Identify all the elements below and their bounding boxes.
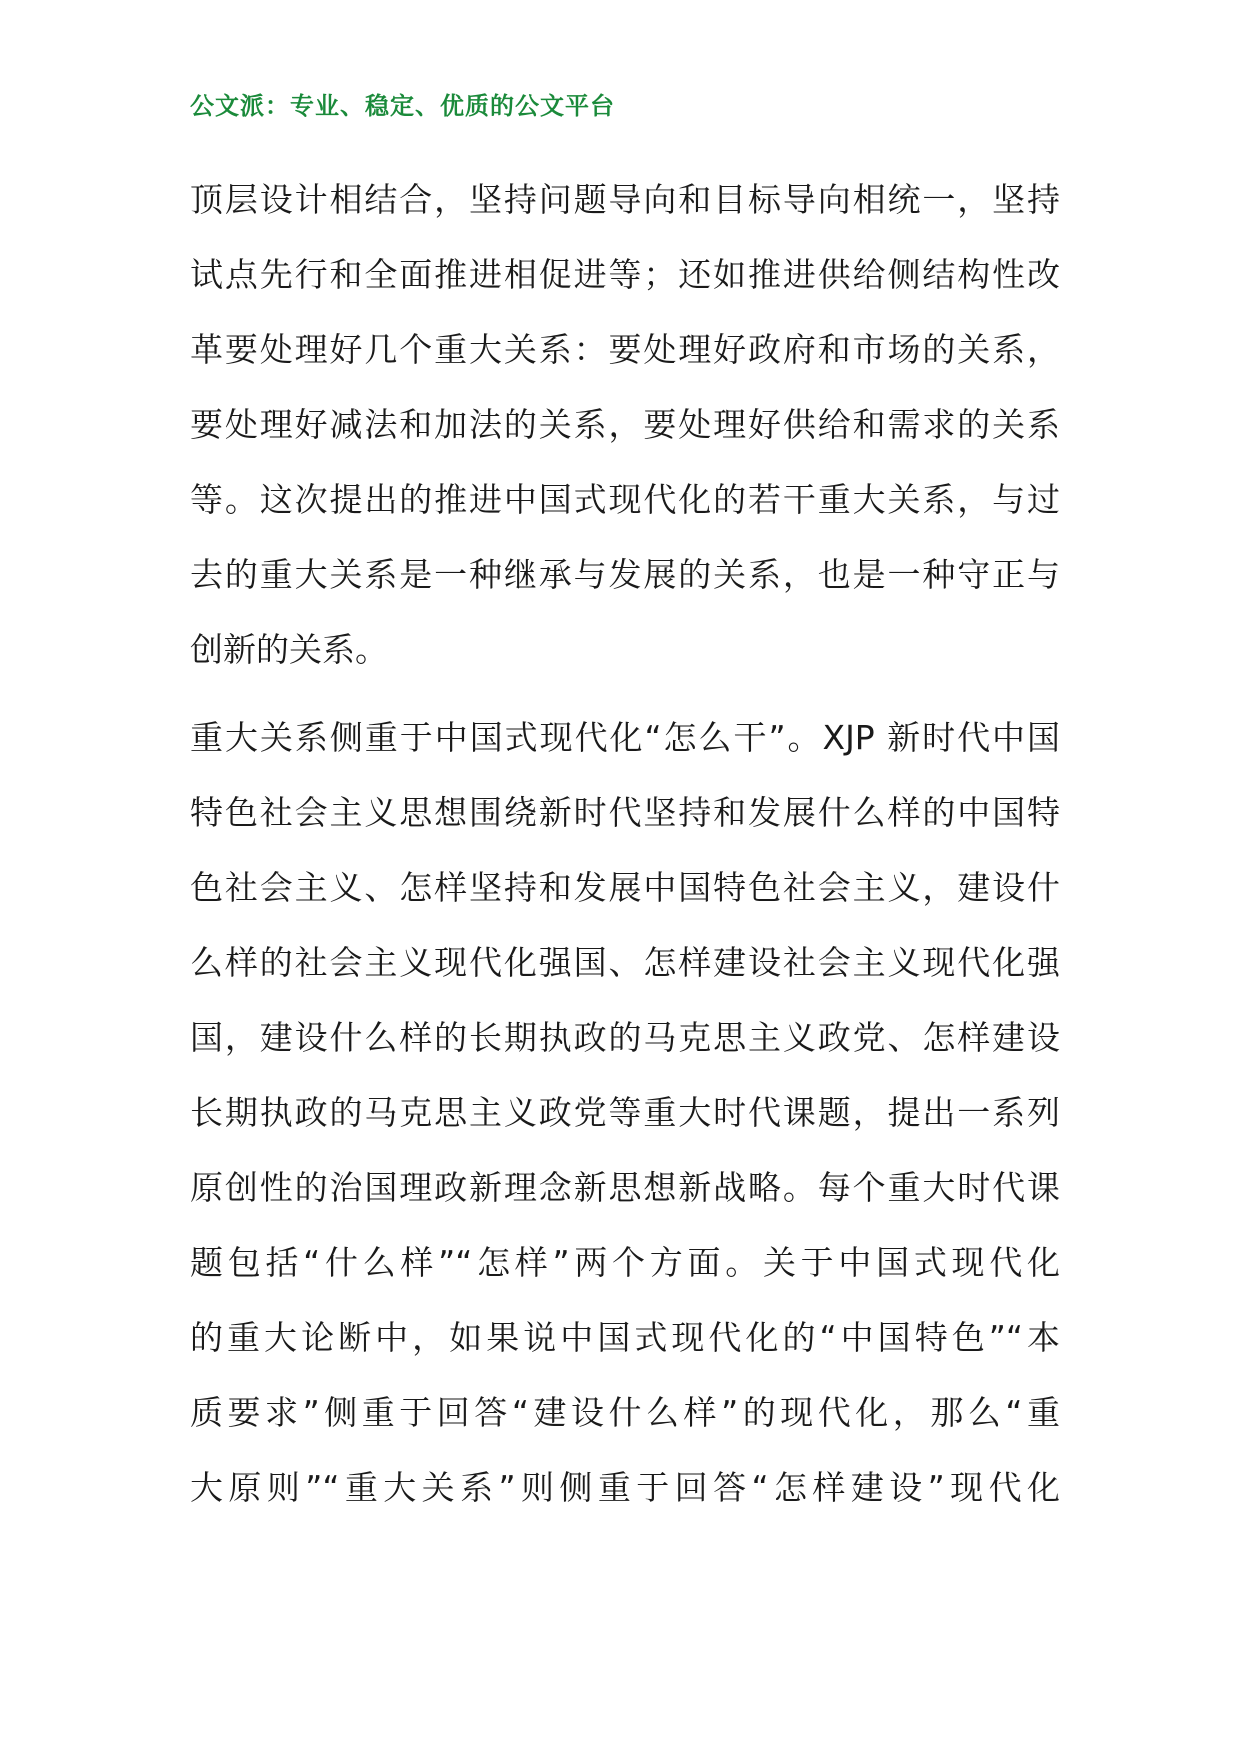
text-line: 质要求”侧重于回答“建设什么样”的现代化，那么“重: [190, 1393, 1060, 1432]
text-line: 要处理好减法和加法的关系，要处理好供给和需求的关系: [190, 405, 1060, 444]
text-line: 原创性的治国理政新理念新思想新战略。每个重大时代课: [190, 1168, 1060, 1207]
paragraph-2: [190, 700, 1060, 1525]
text-line: 去的重大关系是一种继承与发展的关系，也是一种守正与: [190, 555, 1060, 594]
text-line: 题包括“什么样”“怎样”两个方面。关于中国式现代化: [190, 1243, 1060, 1282]
text-line: 顶层设计相结合，坚持问题导向和目标导向相统一，坚持: [190, 180, 1060, 219]
text-line: 革要处理好几个重大关系：要处理好政府和市场的关系，: [190, 330, 1060, 369]
text-line: 色社会主义、怎样坚持和发展中国特色社会主义，建设什: [190, 868, 1060, 907]
text-line: 等。这次提出的推进中国式现代化的若干重大关系，与过: [190, 480, 1060, 519]
platform-header: 公文派：专业、稳定、优质的公文平台: [190, 92, 615, 120]
text-line: 大原则”“重大关系”则侧重于回答“怎样建设”现代化: [190, 1468, 1060, 1507]
text-line: 特色社会主义思想围绕新时代坚持和发展什么样的中国特: [190, 793, 1060, 832]
paragraph-1: [190, 162, 1060, 687]
text-line: 的重大论断中，如果说中国式现代化的“中国特色”“本: [190, 1318, 1060, 1357]
text-line: 长期执政的马克思主义政党等重大时代课题，提出一系列: [190, 1093, 1060, 1132]
text-line: 重大关系侧重于中国式现代化“怎么干”。XJP 新时代中国: [190, 718, 1060, 757]
text-line: 创新的关系。: [190, 630, 388, 669]
text-line: 国，建设什么样的长期执政的马克思主义政党、怎样建设: [190, 1018, 1060, 1057]
text-line: 么样的社会主义现代化强国、怎样建设社会主义现代化强: [190, 943, 1060, 982]
text-line: 试点先行和全面推进相促进等；还如推进供给侧结构性改: [190, 255, 1060, 294]
